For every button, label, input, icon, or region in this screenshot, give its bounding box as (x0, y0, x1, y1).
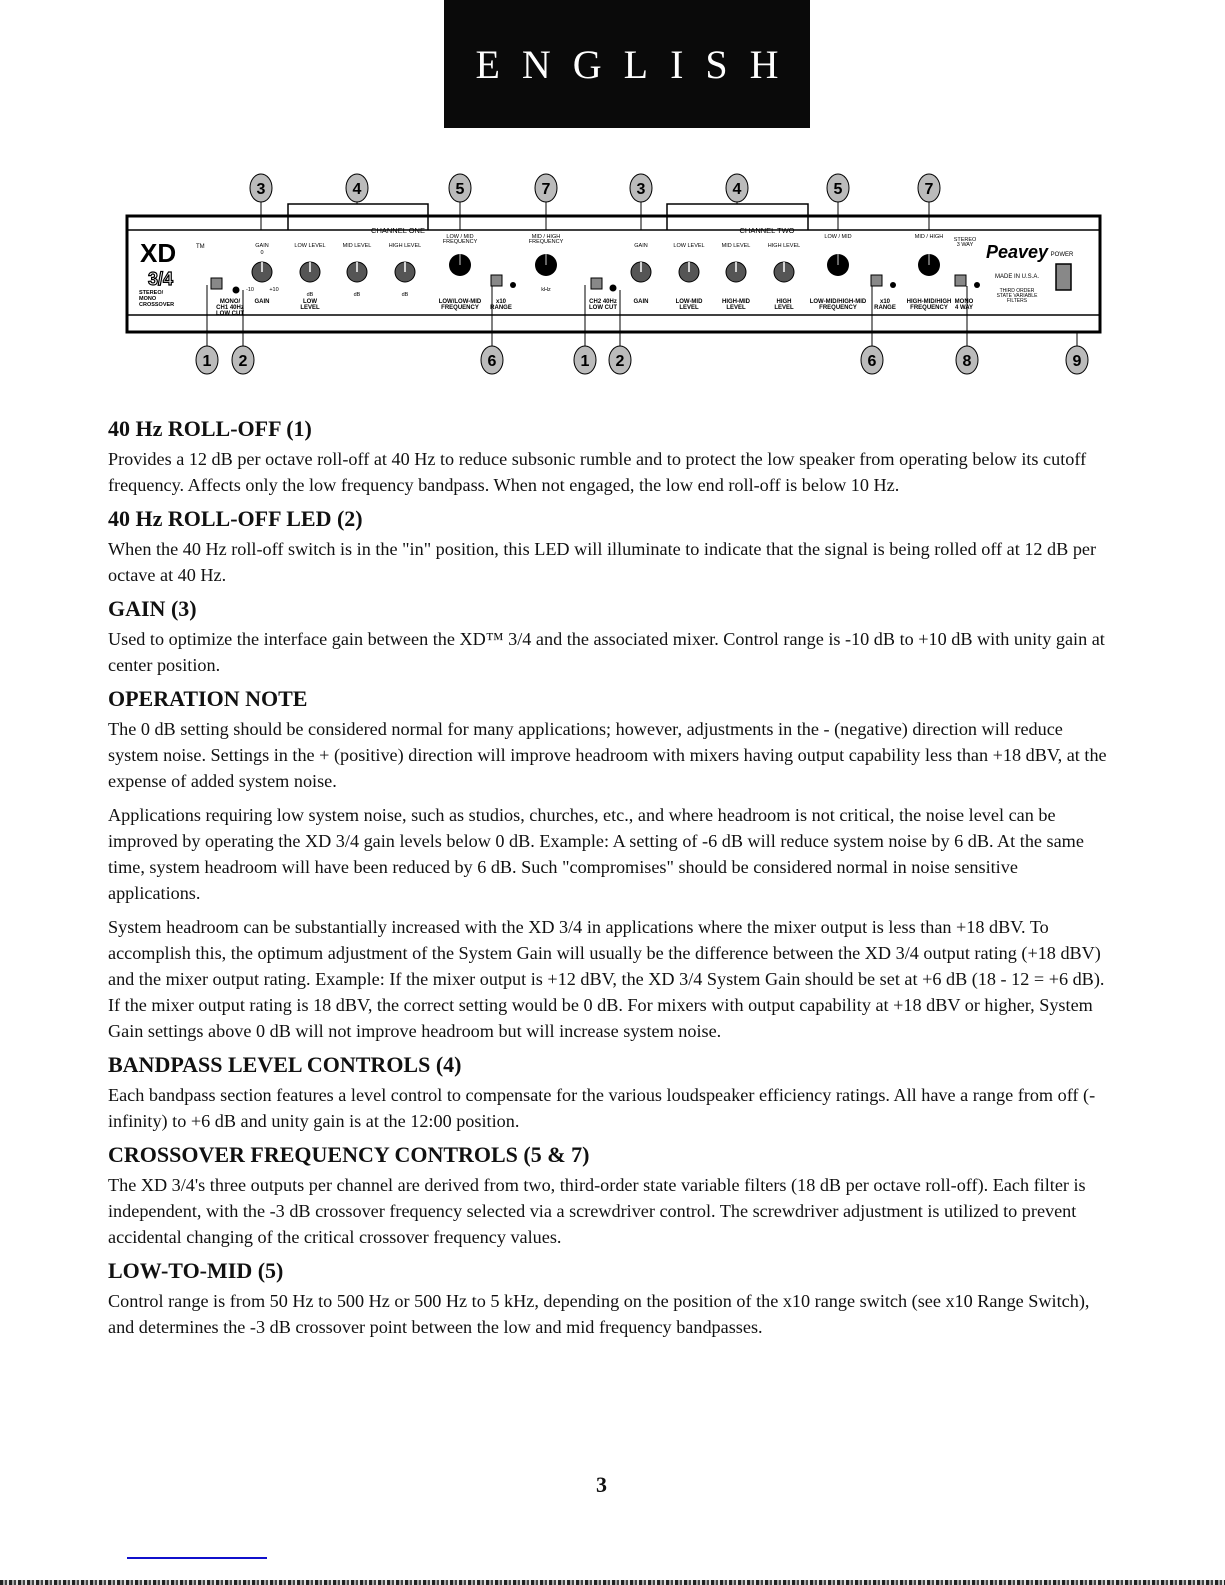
svg-text:2: 2 (615, 353, 625, 370)
section-paragraph: When the 40 Hz roll-off switch is in the "in" position, this LED will illuminate to indicate that the signal is being rolled off at 12 dB per octave at 40 Hz. (108, 539, 1097, 585)
peavey-logo: Peavey (985, 242, 1049, 262)
ch2-low-cut-switch[interactable] (591, 278, 602, 289)
filters-label-1: THIRD ORDER (999, 288, 1035, 294)
ch1-gain-bottom-label: GAIN (254, 299, 270, 305)
ch2-lm-freq-top-1: LOW / MID (824, 234, 852, 240)
section-paragraph: System headroom can be substantially increased with the XD 3/4 in applications where the mixer output is less than +18 dBV. To accomplish this, the optimum adjustment of the System Gain will usually be the difference between the XD 3/4 output rating (+18 dBV) and the mixer output rating. Example: If the mixer output is +12 dBV, the XD 3/4 System Gain should be set at +6 dB (18 - 12 = +6 dB). If the mixer output rating is 18 dBV, the correct setting would be 0 dB. For mixers with output capability at +18 dBV or higher, System Gain settings above 0 dB will not improve headroom but will increase system noise. (108, 917, 1105, 1041)
ch2-range-label-1: x10 (879, 299, 891, 305)
ch2-high-level-bottom-1: HIGH (776, 299, 792, 305)
section-title: 40 Hz ROLL-OFF LED (2) (108, 506, 363, 531)
language-title: ENGLISH (475, 41, 801, 87)
ch2-low-level-knob[interactable] (679, 262, 699, 282)
scan-edge (0, 1580, 1225, 1585)
section-title: GAIN (3) (108, 596, 197, 621)
ch2-switch-label-1: CH2 40Hz (589, 299, 617, 305)
svg-text:7: 7 (924, 181, 934, 198)
section-bandpass-level (108, 1052, 1108, 1134)
ch2-mh-freq-bottom-2: FREQUENCY (910, 305, 948, 311)
section-title: OPERATION NOTE (108, 686, 308, 711)
svg-text:6: 6 (487, 353, 497, 370)
svg-text:1: 1 (202, 353, 212, 370)
ch2-low-cut-led (610, 285, 617, 292)
ch2-mid-level-knob[interactable] (726, 262, 746, 282)
section-title: LOW-TO-MID (5) (108, 1258, 284, 1283)
ch2-lm-freq-bottom-1: LOW-MID/HIGH-MID (809, 299, 867, 305)
ch2-gain-bottom: GAIN (633, 299, 649, 305)
svg-text:4: 4 (352, 181, 362, 198)
section-40hz-rolloff-led (108, 506, 1108, 588)
ch1-gain-zero: 0 (260, 250, 264, 256)
section-paragraph: Applications requiring low system noise, such as studios, churches, etc., and where headroom is not critical, the noise level can be improved by operating the XD 3/4 gain levels below 0 dB. Example: A setting of -6 dB will reduce system noise by 6 dB. At the same time, system headroom will have been reduced by 6 dB. Such "compromises" should be considered normal in noise sensitive applications. (108, 805, 1084, 903)
ch1-switch-label-1: MONO/ (219, 299, 241, 305)
filters-label-2: STATE VARIABLE (996, 293, 1038, 299)
ch1-low-cut-led (233, 287, 240, 294)
svg-text:1: 1 (580, 353, 590, 370)
link-underline (127, 1557, 267, 1559)
ch1-low-cut-switch[interactable] (211, 278, 222, 289)
ch2-low-level-top: LOW LEVEL (673, 243, 705, 249)
section-gain (108, 596, 1108, 678)
ch1-x10-range-switch[interactable] (491, 275, 502, 286)
ch2-mid-level-bottom-2: LEVEL (726, 305, 746, 311)
ch1-high-level-unit: dB (401, 292, 409, 298)
section-paragraph: The XD 3/4's three outputs per channel are derived from two, third-order state variable filters (18 dB per octave roll-off). Each filter is independent, with the -3 dB crossover frequency selected via a screwdriver control. The screwdriver adjustment is utilized to prevent accidental changing of the critical crossover frequency values. (108, 1175, 1086, 1247)
ch1-low-mid-frequency-knob[interactable] (449, 254, 471, 276)
ch1-high-level-knob[interactable] (395, 262, 415, 282)
ch1-mh-freq-top-1: MID / HIGH (531, 234, 561, 240)
mono-label-1: MONO (954, 299, 974, 305)
stereo-label-1: STEREO (953, 237, 977, 243)
ch1-gain-min: -10 (246, 287, 254, 293)
section-paragraph: Control range is from 50 Hz to 500 Hz or 500 Hz to 5 kHz, depending on the position of the x10 range switch (see x10 Range Switch), and determines the -3 dB crossover point between the low and mid frequency bandpasses. (108, 1291, 1090, 1337)
ch1-low-level-bottom-1: LOW (303, 299, 317, 305)
front-panel-diagram (0, 160, 1225, 400)
channel-two-label: CHANNEL TWO (739, 226, 795, 235)
svg-text:4: 4 (732, 181, 742, 198)
channel-one-label: CHANNEL ONE (371, 226, 425, 235)
callout-4-ch2 (726, 174, 748, 204)
ch1-low-level-bottom-2: LEVEL (300, 305, 320, 311)
ch1-mid-level-knob[interactable] (347, 262, 367, 282)
power-switch[interactable] (1056, 264, 1071, 290)
section-operation-note (108, 686, 1108, 1044)
power-label: POWER (1050, 252, 1074, 258)
ch2-mh-freq-top-1: MID / HIGH (914, 234, 944, 240)
ch2-x10-range-switch[interactable] (871, 275, 882, 286)
made-in-label: MADE IN U.S.A. (994, 274, 1040, 280)
svg-text:9: 9 (1072, 353, 1082, 370)
ch2-range-label-2: RANGE (874, 305, 896, 311)
ch1-lm-freq-top-2: FREQUENCY (442, 239, 478, 245)
ch2-high-level-knob[interactable] (774, 262, 794, 282)
ch2-range-led (890, 282, 896, 288)
ch1-gain-top-label: GAIN (255, 243, 269, 249)
section-paragraph: Each bandpass section features a level control to compensate for the various loudspeaker efficiency ratings. All have a range from off (- infinity) to +6 dB and unity gain is at the 12:00 position. (108, 1085, 1096, 1131)
ch1-mid-high-frequency-knob[interactable] (535, 254, 557, 276)
model-number: 3/4 (148, 269, 174, 289)
section-low-to-mid (108, 1258, 1108, 1340)
ch1-mid-level-unit: dB (353, 292, 361, 298)
section-paragraph: Used to optimize the interface gain between the XD™ 3/4 and the associated mixer. Control range is -10 dB to +10 dB with unity gain at center position. (108, 629, 1105, 675)
mono-label-2: 4 WAY (954, 305, 974, 311)
ch2-gain-knob[interactable] (631, 262, 651, 282)
section-crossover-frequency (108, 1142, 1108, 1250)
ch2-mid-high-frequency-knob[interactable] (918, 254, 940, 276)
ch2-mid-level-bottom-1: HIGH-MID (722, 299, 750, 305)
section-title: 40 Hz ROLL-OFF (1) (108, 416, 312, 441)
ch1-gain-knob[interactable] (252, 262, 272, 282)
ch2-low-level-bottom-1: LOW-MID (675, 299, 703, 305)
subtitle-line-1: STEREO/ (139, 290, 164, 296)
trademark: TM (196, 244, 205, 250)
svg-text:3: 3 (636, 181, 646, 198)
svg-text:6: 6 (867, 353, 877, 370)
ch1-low-level-top: LOW LEVEL (294, 243, 326, 249)
ch2-mid-level-top: MID LEVEL (721, 243, 751, 249)
manual-content (108, 416, 1108, 1348)
ch2-switch-label-2: LOW CUT (589, 305, 617, 311)
svg-text:5: 5 (833, 181, 843, 198)
ch1-lm-freq-top-1: LOW / MID (446, 234, 474, 240)
ch1-range-label-1: x10 (495, 299, 507, 305)
ch2-high-level-bottom-2: LEVEL (774, 305, 794, 311)
ch1-range-led (510, 282, 516, 288)
svg-text:2: 2 (238, 353, 248, 370)
ch1-range-label-2: RANGE (490, 305, 512, 311)
svg-text:8: 8 (962, 353, 972, 370)
page-number: 3 (596, 1472, 607, 1497)
filters-label-3: FILTERS (1006, 298, 1028, 304)
svg-text:7: 7 (541, 181, 551, 198)
section-40hz-rolloff (108, 416, 1108, 498)
ch2-low-mid-frequency-knob[interactable] (827, 254, 849, 276)
ch1-high-level-top: HIGH LEVEL (388, 243, 422, 249)
ch1-mh-freq-top-2: FREQUENCY (528, 239, 564, 245)
svg-text:5: 5 (455, 181, 465, 198)
callout-4 (346, 174, 368, 204)
section-title: BANDPASS LEVEL CONTROLS (4) (108, 1052, 462, 1077)
svg-text:3: 3 (256, 181, 266, 198)
mono-4way-switch[interactable] (955, 275, 966, 286)
ch2-gain-top: GAIN (634, 243, 648, 249)
section-paragraph: Provides a 12 dB per octave roll-off at 40 Hz to reduce subsonic rumble and to protect the low speaker from operating below its cutoff frequency. Affects only the low frequency bandpass. When not engaged, the low end roll-off is below 10 Hz. (108, 449, 1087, 495)
mono-led (974, 282, 980, 288)
subtitle-line-2: MONO (139, 296, 157, 302)
ch1-mid-level-top: MID LEVEL (342, 243, 372, 249)
ch2-lm-freq-bottom-2: FREQUENCY (819, 305, 857, 311)
ch1-low-level-unit: dB (306, 292, 314, 298)
language-header (444, 0, 810, 128)
section-title: CROSSOVER FREQUENCY CONTROLS (5 & 7) (108, 1142, 590, 1167)
ch1-low-level-knob[interactable] (300, 262, 320, 282)
section-paragraph: The 0 dB setting should be considered normal for many applications; however, adjustments in the - (negative) direction will reduce system noise. Settings in the + (positive) direction will improve headroom with mixers having output capability less than +18 dBV, at the expense of added system noise. (108, 719, 1107, 791)
ch2-high-level-top: HIGH LEVEL (767, 243, 801, 249)
ch1-switch-label-3: LOW CUT (216, 311, 244, 317)
callout-9 (1066, 332, 1088, 374)
ch1-gain-max: +10 (269, 287, 279, 293)
ch1-lm-freq-bottom-2: FREQUENCY (441, 305, 479, 311)
ch2-mh-freq-bottom-1: HIGH-MID/HIGH (906, 299, 952, 305)
ch1-switch-label-2: CH1 40Hz (216, 305, 244, 311)
ch2-low-level-bottom-2: LEVEL (679, 305, 699, 311)
ch1-mh-freq-unit: kHz (541, 287, 551, 293)
ch1-lm-freq-bottom-1: LOW/LOW-MID (438, 299, 482, 305)
stereo-label-2: 3 WAY (956, 242, 974, 248)
subtitle-line-3: CROSSOVER (139, 302, 175, 308)
brand-logo: XD (140, 238, 177, 268)
